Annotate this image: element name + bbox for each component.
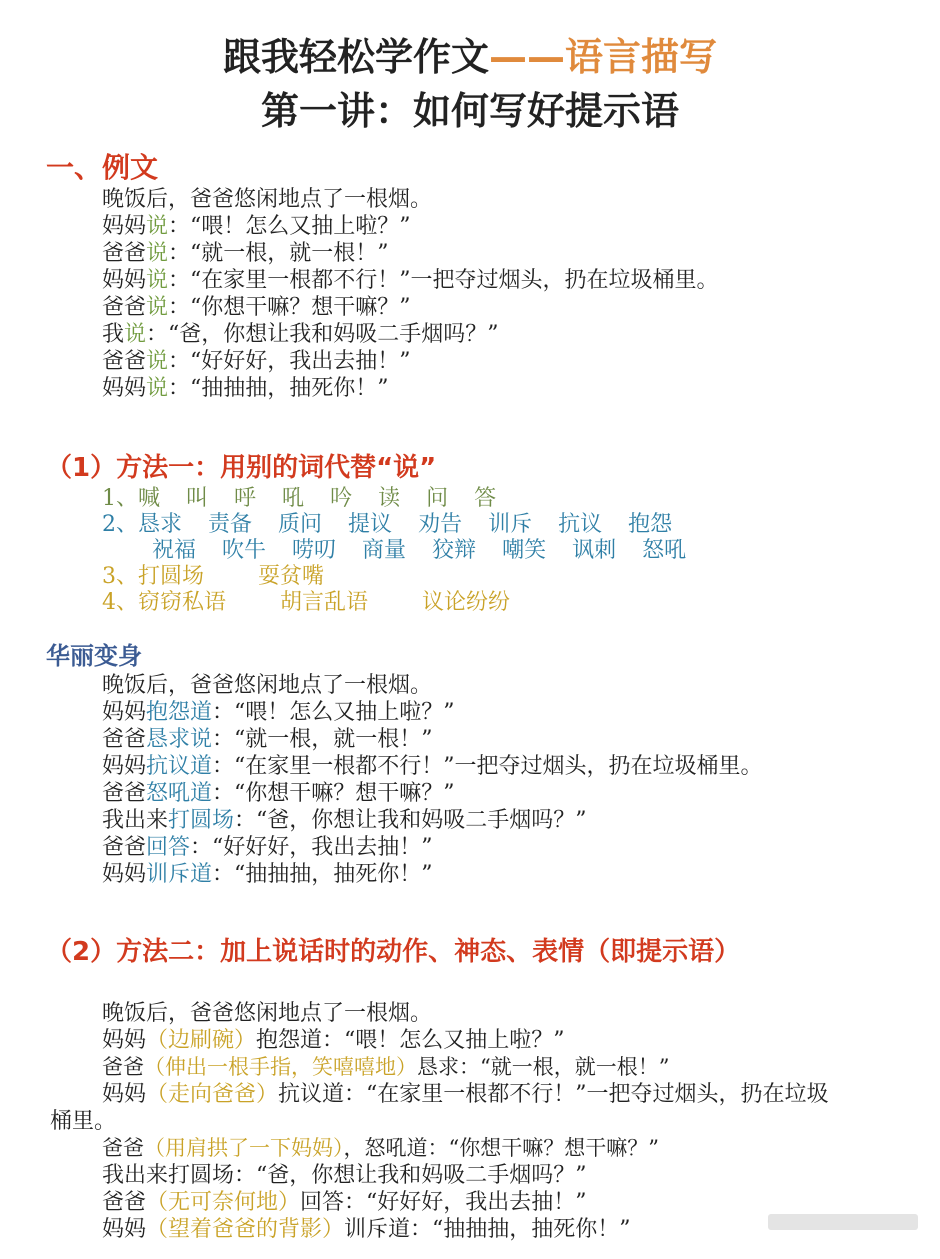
section1-text [50, 186, 840, 402]
text-line: 爸爸回答：“好好好，我出去抽！” [102, 835, 433, 860]
text-line: 我出来打圆场：“爸，你想让我和妈吸二手烟吗？” [102, 1163, 587, 1188]
text-line: 爸爸说：“你想干嘛？想干嘛？” [102, 295, 411, 320]
section1-heading: 一、例文 [46, 151, 159, 184]
text-line: 妈妈（边刷碗）抱怨道：“喂！怎么又抽上啦？” [102, 1028, 565, 1053]
document-title [0, 34, 940, 80]
text-line: 爸爸（用肩拱了一下妈妈），怒吼道：“你想干嘛？想干嘛？” [102, 1136, 659, 1160]
watermark-bar [768, 1214, 918, 1230]
text-line: 我出来打圆场：“爸，你想让我和妈吸二手烟吗？” [102, 808, 587, 833]
text-line: 妈妈抱怨道：“喂！怎么又抽上啦？” [102, 700, 455, 725]
text-line: 妈妈说：“抽抽抽，抽死你！” [102, 376, 389, 401]
text-line: 晚饭后，爸爸悠闲地点了一根烟。 [102, 673, 433, 698]
title-sub: 语言描写 [565, 35, 718, 79]
method2-heading: （2）方法二：加上说话时的动作、神态、表情（即提示语） [46, 937, 741, 967]
method2-text [50, 1000, 840, 1243]
transform-text [50, 672, 840, 888]
text-line: 妈妈抗议道：“在家里一根都不行！”一把夺过烟头，扔在垃圾桶里。 [102, 754, 763, 779]
text-line: 爸爸怒吼道：“你想干嘛？想干嘛？” [102, 781, 455, 806]
text-line: 爸爸（伸出一根手指，笑嘻嘻地）恳求：“就一根，就一根！” [102, 1055, 670, 1079]
synonym-row-2b: 祝福 吹牛 唠叨 商量 狡辩 嘲笑 讽刺 怒吼 [152, 538, 687, 563]
text-line: 爸爸恳求说：“就一根，就一根！” [102, 727, 433, 752]
text-line: 爸爸说：“就一根，就一根！” [102, 241, 389, 266]
text-line: 妈妈（走向爸爸）抗议道：“在家里一根都不行！”一把夺过烟头，扔在垃圾桶里。 [50, 1082, 829, 1134]
method1-heading: （1）方法一：用别的词代替“说” [46, 453, 437, 483]
text-line: 晚饭后，爸爸悠闲地点了一根烟。 [102, 187, 433, 212]
lecture-title: 第一讲：如何写好提示语 [260, 89, 679, 133]
synonym-list [102, 486, 686, 616]
transform-heading: 华丽变身 [46, 642, 142, 670]
text-line: 妈妈（望着爸爸的背影）训斥道：“抽抽抽，抽死你！” [102, 1217, 631, 1242]
synonym-row-4: 4、窃窃私语 胡言乱语 议论纷纷 [102, 590, 511, 615]
text-line: 妈妈说：“喂！怎么又抽上啦？” [102, 214, 411, 239]
synonym-row-3: 3、打圆场 耍贫嘴 [102, 564, 325, 589]
synonym-row-2: 2、恳求 责备 质问 提议 劝告 训斥 抗议 抱怨 [102, 512, 673, 537]
text-line: 晚饭后，爸爸悠闲地点了一根烟。 [102, 1001, 433, 1026]
synonym-row-1: 1、喊 叫 呼 吼 吟 读 问 答 [102, 486, 497, 511]
title-dash: —— [489, 35, 565, 79]
text-line: 妈妈训斥道：“抽抽抽，抽死你！” [102, 862, 433, 887]
text-line: 妈妈说：“在家里一根都不行！”一把夺过烟头，扔在垃圾桶里。 [102, 268, 719, 293]
text-line: 我说：“爸，你想让我和妈吸二手烟吗？” [102, 322, 499, 347]
text-line: 爸爸（无可奈何地）回答：“好好好，我出去抽！” [102, 1190, 587, 1215]
text-line: 爸爸说：“好好好，我出去抽！” [102, 349, 411, 374]
title-main: 跟我轻松学作文 [222, 35, 489, 79]
